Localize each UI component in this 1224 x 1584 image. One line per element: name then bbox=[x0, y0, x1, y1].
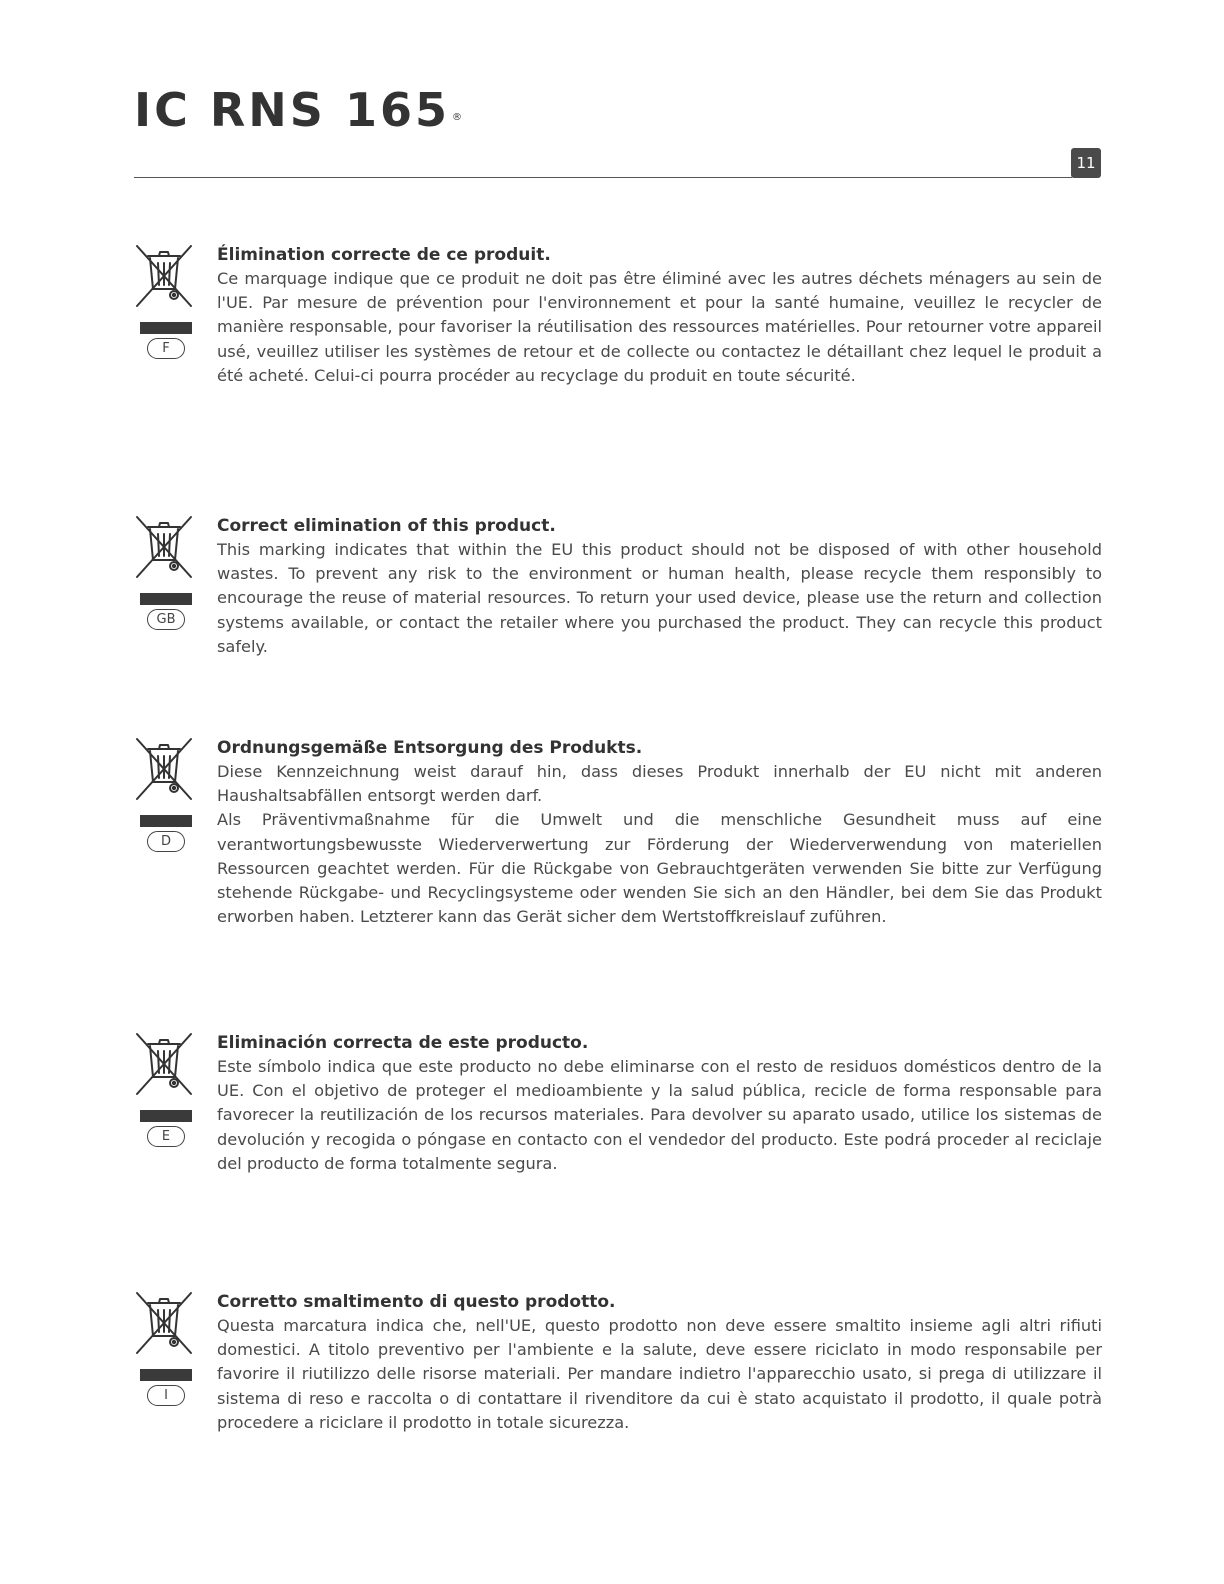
country-code-badge: GB bbox=[147, 609, 185, 630]
weee-bar bbox=[140, 593, 192, 605]
section-body-continued: Als Präventivmaßnahme für die Umwelt und die menschliche Gesundheit muss auf eine verantwortungsbewusste Wiederverwertung zur Förderung der Wiederverwendung von materiellen Ressourcen geachtet werden. Für die Rückgabe von Gebrauchtgeräten verwenden Sie bitte zur Verfügung stehende Rückgabe- und Recyclingsysteme oder wenden Sie sich an den Händler, bei dem Sie das Produkt erworben haben. Letzterer kann das Gerät sicher dem Wertstoffkreislauf zuführen. bbox=[217, 810, 1102, 927]
disposal-text bbox=[217, 243, 1102, 388]
section-body: Este símbolo indica que este producto no debe eliminarse con el resto de residuos domésticos dentro de la UE. Con el objetivo de proteger el medioambiente y la salud pública, recicle de forma responsable para favorecer la reutilización de los recursos materiales. Para devolver su aparato usado, utilice los sistemas de devolución y recogida o póngase en contacto con el vendedor del producto. Este podrá proceder al reciclaje del producto de forma totalmente segura. bbox=[217, 1057, 1102, 1173]
section-body: Diese Kennzeichnung weist darauf hin, dass dieses Produkt innerhalb der EU nicht mit anderen Haushaltsabfällen entsorgt werden darf. bbox=[217, 762, 1102, 806]
page-title bbox=[134, 80, 460, 140]
section-title: Correct elimination of this product. bbox=[217, 516, 556, 536]
product-model: IC RNS 165 bbox=[134, 83, 450, 137]
disposal-text bbox=[217, 1290, 1102, 1435]
crossed-out-wheelie-bin-icon bbox=[134, 514, 194, 580]
weee-marking bbox=[134, 1290, 194, 1410]
crossed-out-wheelie-bin-icon bbox=[134, 243, 194, 309]
disposal-text bbox=[217, 736, 1102, 929]
header-divider bbox=[134, 177, 1072, 178]
weee-bar bbox=[140, 1110, 192, 1122]
weee-marking bbox=[134, 243, 194, 363]
section-title: Eliminación correcta de este producto. bbox=[217, 1033, 589, 1053]
section-body: This marking indicates that within the EU this product should not be disposed of with other household wastes. To prevent any risk to the environment or human health, please recycle them responsibly to encourage the reuse of material resources. To return your used device, please use the return and collection systems available, or contact the retailer where you purchased the product. They can recycle this product safely. bbox=[217, 540, 1102, 656]
country-code-badge: I bbox=[147, 1385, 185, 1406]
crossed-out-wheelie-bin-icon bbox=[134, 1031, 194, 1097]
section-title: Ordnungsgemäße Entsorgung des Produkts. bbox=[217, 738, 643, 758]
section-title: Corretto smaltimento di questo prodotto. bbox=[217, 1292, 616, 1312]
disposal-text bbox=[217, 1031, 1102, 1176]
country-code-badge: D bbox=[147, 831, 185, 852]
section-body: Ce marquage indique que ce produit ne doit pas être éliminé avec les autres déchets ménagers au sein de l'UE. Par mesure de prévention pour l'environnement et pour la santé humaine, veuillez le recycler de manière responsable, pour favoriser la réutilisation des ressources matérielles. Pour retourner votre appareil usé, veuillez utiliser les systèmes de retour et de collecte ou contactez le détaillant chez lequel le produit a été acheté. Celui-ci pourra procéder au recyclage du produit en toute sécurité. bbox=[217, 269, 1102, 385]
registered-mark: ® bbox=[451, 112, 462, 123]
disposal-text bbox=[217, 514, 1102, 659]
weee-bar bbox=[140, 815, 192, 827]
country-code-badge: E bbox=[147, 1126, 185, 1147]
section-title: Élimination correcte de ce produit. bbox=[217, 245, 551, 265]
weee-bar bbox=[140, 1369, 192, 1381]
weee-bar bbox=[140, 322, 192, 334]
weee-marking bbox=[134, 514, 194, 634]
weee-marking bbox=[134, 736, 194, 856]
weee-marking bbox=[134, 1031, 194, 1151]
crossed-out-wheelie-bin-icon bbox=[134, 1290, 194, 1356]
country-code-badge: F bbox=[147, 338, 185, 359]
crossed-out-wheelie-bin-icon bbox=[134, 736, 194, 802]
page-number: 11 bbox=[1071, 148, 1101, 178]
section-body: Questa marcatura indica che, nell'UE, questo prodotto non deve essere smaltito insieme agli altri rifiuti domestici. A titolo preventivo per l'ambiente e la salute, deve essere riciclato in modo responsabile per favorire il riutilizzo delle risorse materiali. Per mandare indietro l'apparecchio usato, si prega di utilizzare il sistema di reso e raccolta o di contattare il rivenditore da cui è stato acquistato il prodotto, il quale potrà procedere a riciclare il prodotto in totale sicurezza. bbox=[217, 1316, 1102, 1432]
